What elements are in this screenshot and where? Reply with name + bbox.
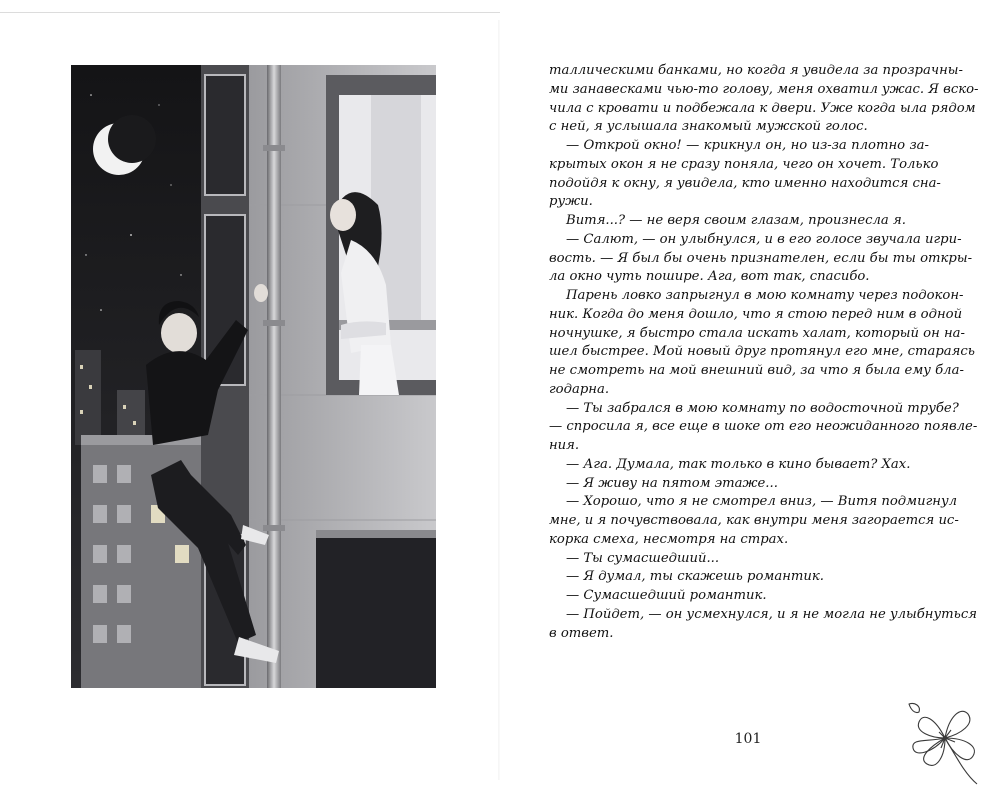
text-line: — Ты сумасшедший... — [566, 550, 720, 566]
text-line: мне, и я почувствовала, как внутри меня загорается ис- — [549, 513, 959, 528]
text-line: — Ага. Думала, так только в кино бывает? Хах. — [566, 456, 911, 472]
text-line: — Пойдет, — он усмехнулся, и я не могла не улыбнуться — [566, 606, 977, 622]
text-line: Витя...? — не веря своим глазам, произнесла я. — [566, 213, 906, 228]
text-line: — Ты забрался в мою комнату по водосточной трубе? — [566, 400, 959, 416]
text-line: подойдя к окну, я увидела, кто именно находится сна- — [549, 175, 941, 191]
night-window-scene-illustration — [71, 65, 436, 688]
text-line: ния. — [549, 438, 580, 453]
text-line: в ответ. — [549, 625, 614, 641]
text-line: не смотреть на мой внешний вид, за что я была ему бла- — [549, 363, 964, 378]
text-line: корка смеха, несмотря на страх. — [549, 531, 789, 547]
text-line: — Сумасшедший романтик. — [566, 588, 767, 603]
text-line: — Я думал, ты скажешь романтик. — [566, 569, 824, 585]
text-line: ник. Когда до меня дошло, что я стою перед ним в одной — [549, 306, 963, 322]
top-divider — [0, 12, 500, 13]
page-number: 101 — [734, 731, 762, 747]
text-line: Парень ловко запрыгнул в мою комнату через подокон- — [566, 288, 964, 303]
text-line: чила с кровати и подбежала к двери. Уже когда ыла рядом — [549, 100, 976, 116]
text-line: — Открой окно! — крикнул он, но из-за плотно за- — [566, 138, 929, 153]
text-line: годарна. — [549, 381, 610, 397]
text-line: с ней, я услышала знакомый мужской голос. — [549, 119, 868, 135]
body-text — [549, 62, 979, 643]
text-line: ми занавесками чью-то голову, меня охватил ужас. Я вско- — [549, 81, 979, 97]
text-line: — Хорошо, что я не смотрел вниз, — Витя подмигнул — [566, 494, 957, 510]
text-line: ружи. — [549, 194, 593, 210]
text-line: ла окно чуть пошире. Ага, вот так, спасибо. — [549, 269, 870, 285]
text-line: таллическими банками, но когда я увидела за прозрачны- — [549, 63, 963, 78]
text-line: крытых окон я не сразу поняла, чего он хочет. Только — [549, 156, 939, 172]
left-page — [0, 0, 500, 786]
flower-ornament-icon — [905, 698, 985, 786]
text-line: — Салют, — он улыбнулся, и в его голосе звучала игри- — [566, 231, 962, 247]
text-line: вость. — Я был бы очень признателен, если бы ты откры- — [549, 250, 973, 266]
text-line: — Я живу на пятом этаже... — [566, 475, 778, 491]
text-line: ночнушке, я быстро стала искать халат, который он на- — [549, 325, 965, 341]
text-line: шел быстрее. Мой новый друг протянул его мне, стараясь — [549, 344, 975, 360]
text-line: — спросила я, все еще в шоке от его неожиданного появле- — [549, 419, 978, 435]
